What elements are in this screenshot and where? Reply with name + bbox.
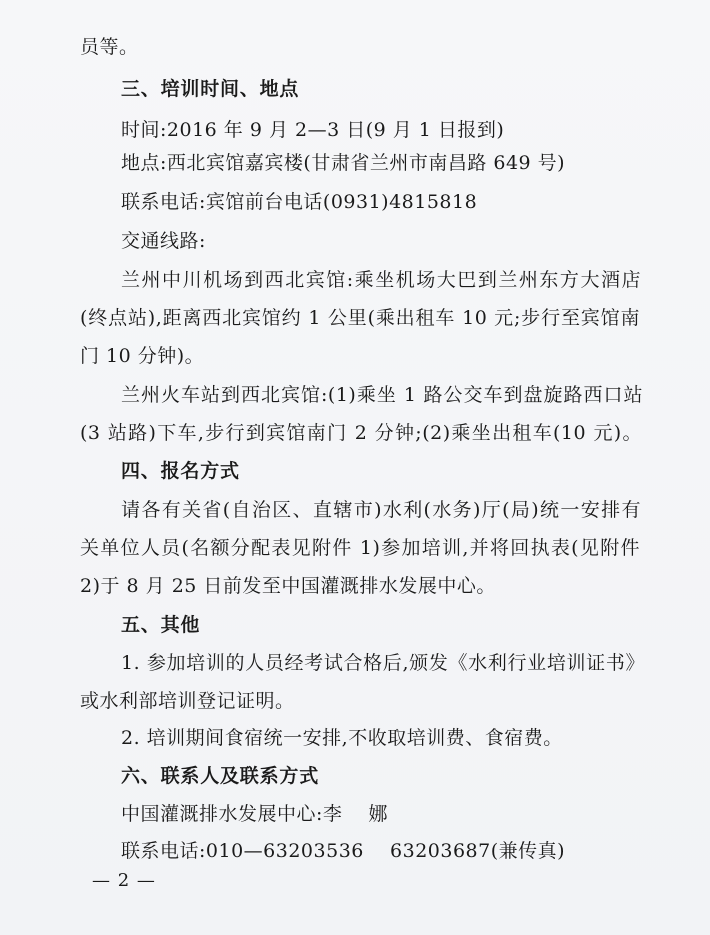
text-line-train-route-cont: (3 站路)下车,步行到宾馆南门 2 分钟;(2)乘坐出租车(10 元)。	[80, 422, 642, 444]
text-line-registration: 请各有关省(自治区、直辖市)水利(水务)厅(局)统一安排有	[121, 499, 641, 521]
text-line-phone: 联系电话:宾馆前台电话(0931)4815818	[121, 191, 478, 213]
text-line-certificate-cont: 或水利部培训登记证明。	[80, 690, 295, 712]
text-line-time: 时间:2016 年 9 月 2—3 日(9 月 1 日报到)	[121, 119, 505, 141]
page-number: — 2 —	[92, 870, 156, 891]
text-line-transport-label: 交通线路:	[121, 230, 206, 252]
text-line-airport-route-end: 门 10 分钟)。	[80, 345, 205, 367]
text-line-train-route: 兰州火车站到西北宾馆:(1)乘坐 1 路公交车到盘旋路西口站	[121, 384, 643, 406]
text-line-airport-route-cont: (终点站),距离西北宾馆约 1 公里(乘出租车 10 元;步行至宾馆南	[80, 307, 640, 329]
section-heading-registration: 四、报名方式	[121, 460, 240, 482]
text-line-certificate: 1. 参加培训的人员经考试合格后,颁发《水利行业培训证书》	[121, 652, 645, 674]
text-line-contact-person: 中国灌溉排水发展中心:李 娜	[121, 803, 389, 825]
text-line-accommodation: 2. 培训期间食宿统一安排,不收取培训费、食宿费。	[121, 727, 563, 749]
section-heading-other: 五、其他	[121, 614, 201, 636]
section-heading-time-location: 三、培训时间、地点	[121, 78, 300, 100]
text-line-airport-route: 兰州中川机场到西北宾馆:乘坐机场大巴到兰州东方大酒店	[121, 269, 641, 291]
text-line-contact-phone: 联系电话:010—63203536 63203687(兼传真)	[121, 840, 566, 862]
text-line-continuation: 员等。	[80, 36, 139, 58]
section-heading-contact: 六、联系人及联系方式	[121, 765, 320, 787]
text-line-location: 地点:西北宾馆嘉宾楼(甘肃省兰州市南昌路 649 号)	[121, 152, 566, 174]
text-line-registration-end: 2)于 8 月 25 日前发至中国灌溉排水发展中心。	[80, 575, 496, 597]
text-line-registration-cont: 关单位人员(名额分配表见附件 1)参加培训,并将回执表(见附件	[80, 537, 640, 559]
